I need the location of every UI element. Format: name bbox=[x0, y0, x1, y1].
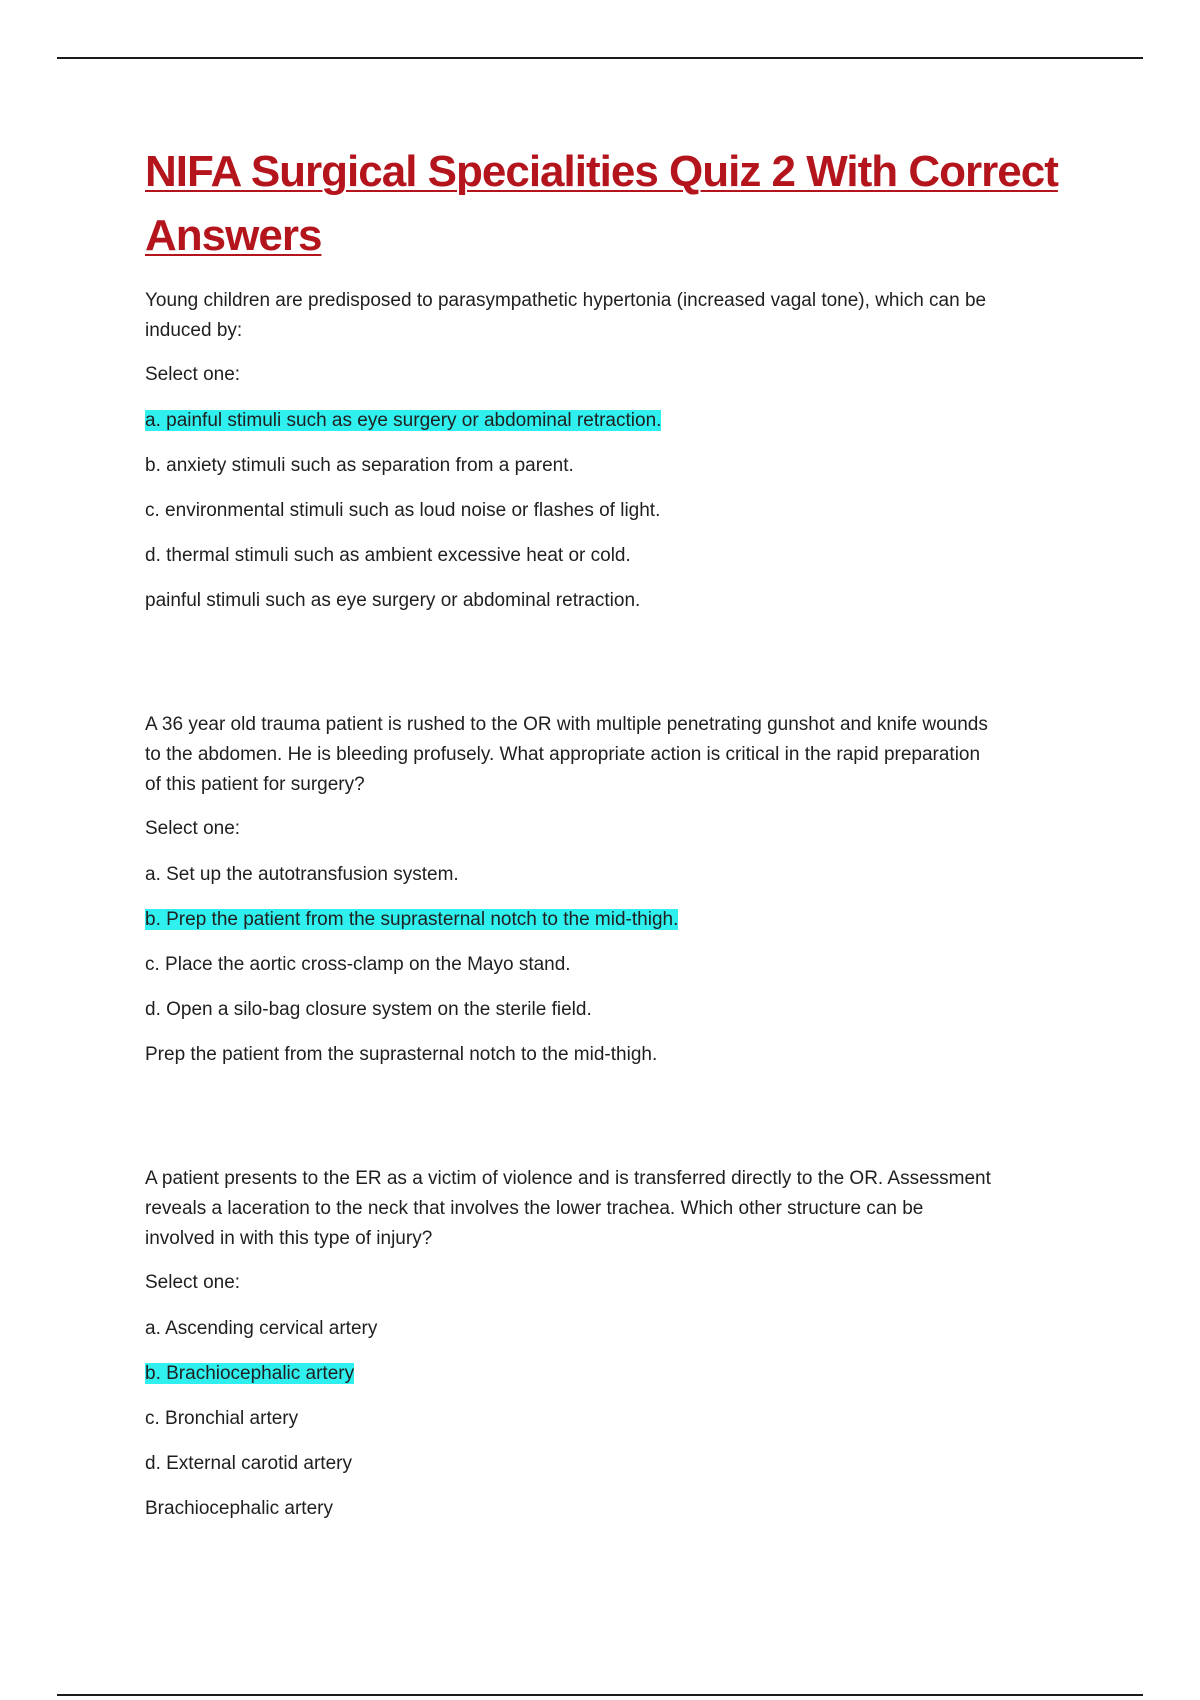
option-c: c. Bronchial artery bbox=[145, 1408, 299, 1429]
option-d: d. Open a silo-bag closure system on the sterile field. bbox=[145, 999, 592, 1020]
option-d: d. External carotid artery bbox=[145, 1453, 352, 1474]
correct-answer: Prep the patient from the suprasternal notch to the mid-thigh. bbox=[145, 1044, 658, 1065]
option-d: d. thermal stimuli such as ambient excessive heat or cold. bbox=[145, 545, 631, 566]
option-a bbox=[145, 406, 1065, 436]
option-c: c. environmental stimuli such as loud noise or flashes of light. bbox=[145, 500, 661, 521]
question-1 bbox=[145, 286, 1065, 616]
select-one-label: Select one: bbox=[145, 1272, 241, 1293]
option-b bbox=[145, 1359, 1065, 1389]
top-rule bbox=[57, 57, 1143, 59]
highlighted-correct-option: a. painful stimuli such as eye surgery or abdominal retraction. bbox=[145, 410, 662, 431]
correct-answer: painful stimuli such as eye surgery or abdominal retraction. bbox=[145, 590, 641, 611]
bottom-rule bbox=[57, 1694, 1143, 1696]
option-b bbox=[145, 905, 1065, 935]
question-text: A 36 year old trauma patient is rushed to the OR with multiple penetrating gunshot and knife wounds to the abdomen. He is bleeding profusely. What appropriate action is critical in the rapid preparation of this patient for surgery? bbox=[145, 714, 988, 795]
correct-answer: Brachiocephalic artery bbox=[145, 1498, 333, 1519]
option-c: c. Place the aortic cross-clamp on the Mayo stand. bbox=[145, 954, 571, 975]
question-3 bbox=[145, 1164, 1065, 1524]
select-one-label: Select one: bbox=[145, 364, 241, 385]
question-2 bbox=[145, 710, 1065, 1070]
question-text: Young children are predisposed to parasympathetic hypertonia (increased vagal tone), which can be induced by: bbox=[145, 290, 987, 341]
option-a: a. Ascending cervical artery bbox=[145, 1318, 378, 1339]
highlighted-correct-option: b. Prep the patient from the suprasternal notch to the mid-thigh. bbox=[145, 909, 679, 930]
question-text: A patient presents to the ER as a victim of violence and is transferred directly to the OR. Assessment reveals a laceration to the neck that involves the lower trachea. Which other structure can be involved in with this type of injury? bbox=[145, 1168, 991, 1249]
document-content bbox=[145, 140, 1065, 1524]
option-a: a. Set up the autotransfusion system. bbox=[145, 864, 459, 885]
document-title: NIFA Surgical Specialities Quiz 2 With Correct Answers bbox=[145, 147, 1058, 260]
highlighted-correct-option: b. Brachiocephalic artery bbox=[145, 1363, 355, 1384]
select-one-label: Select one: bbox=[145, 818, 241, 839]
option-b: b. anxiety stimuli such as separation from a parent. bbox=[145, 455, 574, 476]
